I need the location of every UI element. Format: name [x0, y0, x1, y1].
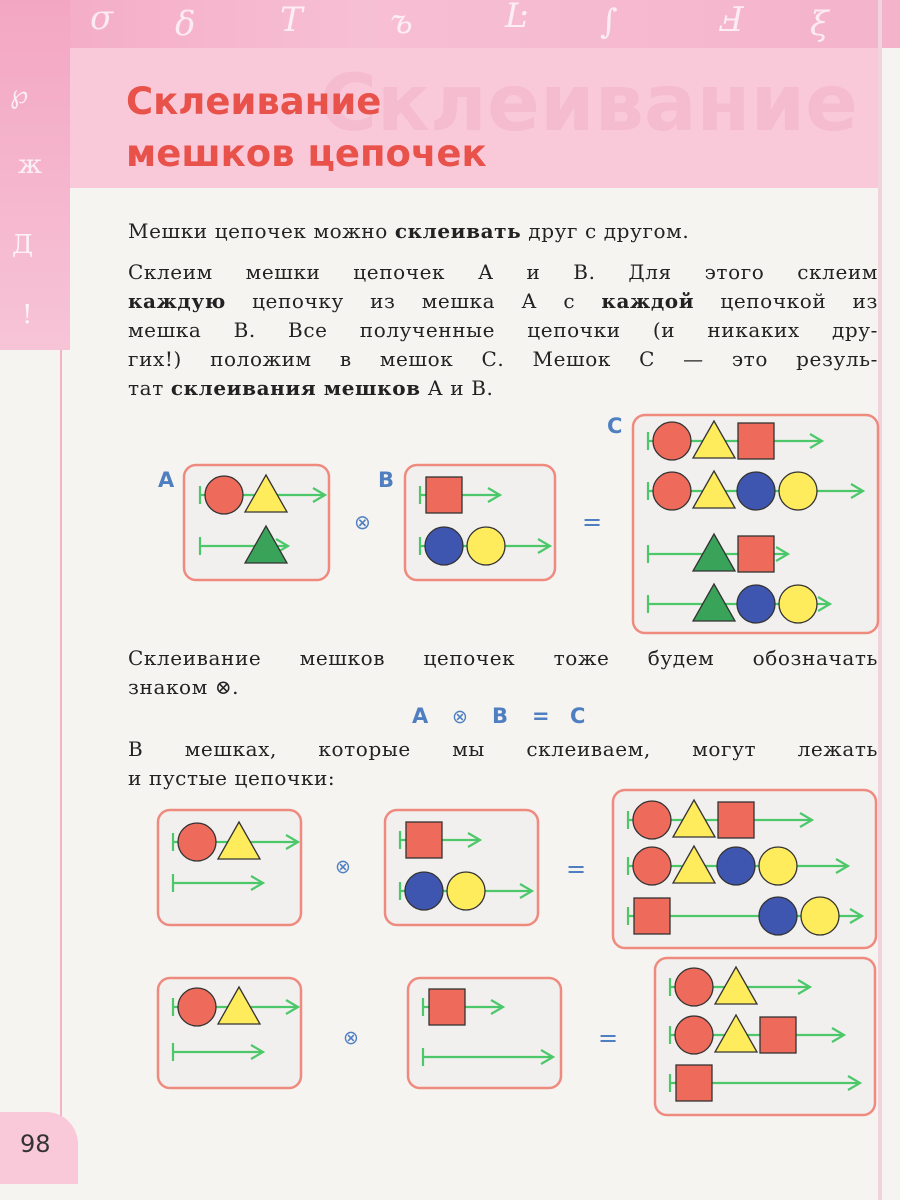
- yellow-circle: [759, 847, 797, 885]
- blue-circle: [425, 527, 463, 565]
- red-circle: [178, 823, 216, 861]
- p4-line-2: и пустые цепочки:: [128, 766, 336, 790]
- blue-circle: [737, 472, 775, 510]
- red-square: [718, 802, 754, 838]
- p2-line-2: каждую цепочку из мешка А с каждой цепочкой из: [128, 289, 878, 313]
- page-number-tab: [0, 1112, 78, 1184]
- red-square: [738, 423, 774, 459]
- red-circle: [653, 422, 691, 460]
- red-square: [634, 898, 670, 934]
- equals-sign-3: =: [598, 1024, 619, 1052]
- equals-sign-2: =: [566, 855, 587, 883]
- formula-c: C: [570, 704, 586, 728]
- bag-c-label: C: [607, 414, 623, 438]
- red-circle: [205, 476, 243, 514]
- glue-operator-1: ⊗: [354, 510, 371, 534]
- red-circle: [653, 472, 691, 510]
- bag-left-2: [158, 810, 301, 925]
- page-number: 98: [20, 1130, 51, 1158]
- glue-operator-3: ⊗: [343, 1027, 359, 1049]
- yellow-circle: [801, 897, 839, 935]
- red-circle: [675, 968, 713, 1006]
- bag-b-label: B: [378, 468, 395, 492]
- blue-circle: [405, 872, 443, 910]
- blue-circle: [717, 847, 755, 885]
- blue-circle: [737, 585, 775, 623]
- bag-a-label: A: [158, 468, 175, 492]
- yellow-circle: [447, 872, 485, 910]
- glue-operator-2: ⊗: [335, 856, 351, 878]
- p3-line-2: знаком ⊗.: [128, 675, 240, 699]
- formula-a: A: [412, 704, 429, 728]
- p2-line-1: Склеим мешки цепочек А и В. Для этого склеим: [128, 260, 878, 284]
- red-circle: [675, 1016, 713, 1054]
- red-square: [676, 1065, 712, 1101]
- paragraph-1: Мешки цепочек можно склеивать друг с другом.: [128, 219, 690, 243]
- yellow-circle: [779, 585, 817, 623]
- red-circle: [633, 847, 671, 885]
- formula-times: ⊗: [452, 706, 468, 728]
- yellow-circle: [467, 527, 505, 565]
- formula-equals: =: [532, 704, 550, 728]
- equals-sign-1: =: [582, 508, 603, 536]
- blue-circle: [759, 897, 797, 935]
- title-ghost-text: Склеивание: [319, 59, 858, 149]
- p4-line-1: В мешках, которые мы склеиваем, могут лежать: [128, 737, 878, 761]
- red-square: [426, 477, 462, 513]
- p2-line-3: мешка В. Все полученные цепочки (и никаких дру-: [128, 318, 878, 342]
- red-circle: [633, 801, 671, 839]
- top-decor-band: σ δ T ъ Ŀ ∫ Ⅎ ξ: [0, 0, 900, 48]
- p3-line-1: Склеивание мешков цепочек тоже будем обозначать: [128, 646, 878, 670]
- p2-line-5: тат склеивания мешков А и В.: [128, 376, 494, 400]
- red-circle: [178, 988, 216, 1026]
- formula-b: B: [492, 704, 509, 728]
- red-square: [429, 989, 465, 1025]
- left-decor-band: ℘ ж Д !: [0, 0, 70, 350]
- p2-line-4: гих!) положим в мешок С. Мешок С — это резуль-: [128, 347, 878, 371]
- red-square: [760, 1017, 796, 1053]
- red-square: [738, 536, 774, 572]
- bag-left-3: [158, 978, 301, 1088]
- page-title: Склеивание мешков цепочек: [126, 80, 487, 175]
- yellow-circle: [779, 472, 817, 510]
- red-square: [406, 822, 442, 858]
